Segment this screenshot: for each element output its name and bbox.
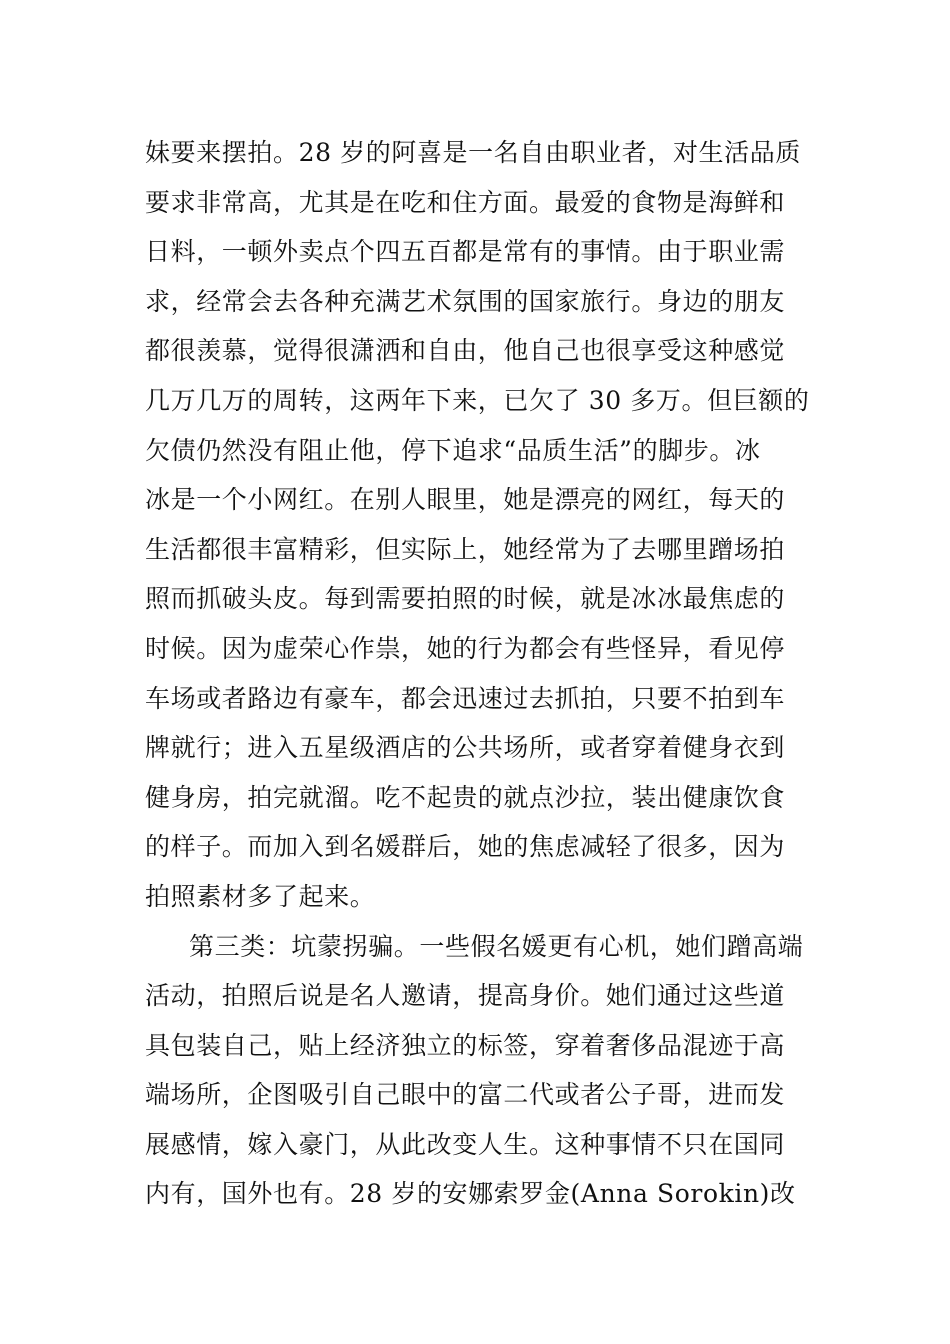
- text-line: 生活都很丰富精彩，但实际上，她经常为了去哪里蹭场拍: [145, 534, 786, 564]
- text-line: 照而抓破头皮。每到需要拍照的时候，就是冰冰最焦虑的: [145, 584, 786, 614]
- text-line: 妹要来摆拍。28 岁的阿喜是一名自由职业者，对生活品质: [145, 138, 801, 167]
- text-line: 要求非常高，尤其是在吃和住方面。最爱的食物是海鲜和: [145, 187, 786, 217]
- text-line: 拍照素材多了起来。: [145, 881, 376, 911]
- text-line: 活动，拍照后说是名人邀请，提高身价。她们通过这些道: [145, 981, 786, 1011]
- text-line: 牌就行；进入五星级酒店的公共场所，或者穿着健身衣到: [145, 733, 786, 763]
- body-text: [145, 128, 815, 1219]
- text-line: 展感情，嫁入豪门，从此改变人生。这种事情不只在国同: [145, 1129, 786, 1159]
- text-line: 都很羡慕，觉得很潇洒和自由，他自己也很享受这种感觉: [145, 336, 786, 366]
- text-line: 日料，一顿外卖点个四五百都是常有的事情。由于职业需: [145, 237, 786, 267]
- text-line: 求，经常会去各种充满艺术氛围的国家旅行。身边的朋友: [145, 286, 786, 316]
- text-line: 端场所，企图吸引自己眼中的富二代或者公子哥，进而发: [145, 1080, 786, 1110]
- text-line: 车场或者路边有豪车，都会迅速过去抓拍，只要不拍到车: [145, 683, 786, 713]
- text-line: 的样子。而加入到名媛群后，她的焦虑减轻了很多，因为: [145, 832, 786, 862]
- paragraph-start-line: 第三类：坑蒙拐骗。一些假名媛更有心机，她们蹭高端: [189, 931, 804, 961]
- text-line: 欠债仍然没有阻止他，停下追求“品质生活”的脚步。冰: [145, 435, 761, 465]
- text-line: 时候。因为虚荣心作祟，她的行为都会有些怪异，看见停: [145, 633, 786, 663]
- text-line: 具包装自己，贴上经济独立的标签，穿着奢侈品混迹于高: [145, 1030, 786, 1060]
- text-line: 健身房，拍完就溜。吃不起贵的就点沙拉，装出健康饮食: [145, 782, 786, 812]
- text-line: 冰是一个小网红。在别人眼里，她是漂亮的网红，每天的: [145, 485, 786, 515]
- text-line: 几万几万的周转，这两年下来，已欠了 30 多万。但巨额的: [145, 385, 810, 415]
- text-line: 内有，国外也有。28 岁的安娜索罗金(Anna Sorokin)改: [145, 1179, 796, 1209]
